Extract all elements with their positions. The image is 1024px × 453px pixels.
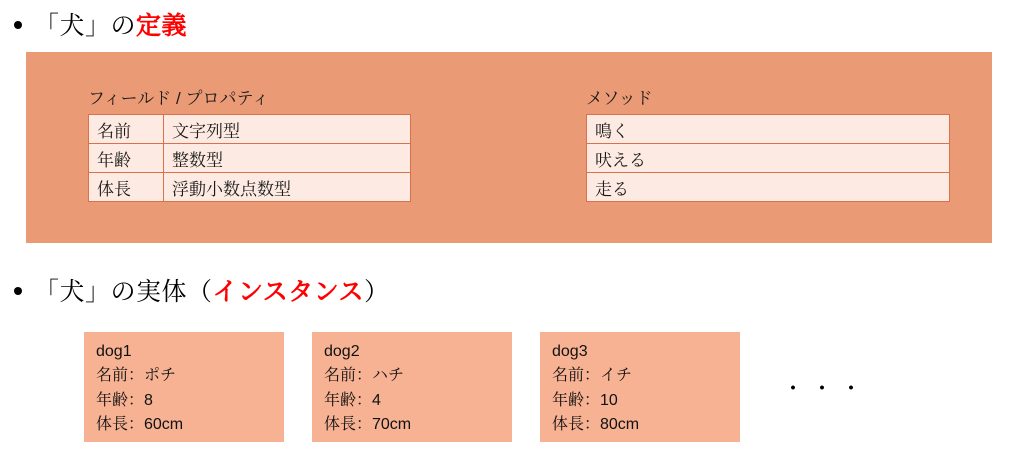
field-type-cell: 文字列型 — [164, 115, 411, 144]
fields-table — [88, 114, 411, 202]
methods-table — [586, 114, 950, 202]
table-row — [587, 115, 950, 144]
instance-attr-name: 名前：ポチ — [96, 367, 177, 385]
method-cell: 鳴く — [587, 115, 950, 144]
heading-definition-text — [34, 6, 187, 42]
heading-definition — [14, 6, 187, 42]
heading-instance-prefix: 「犬」の実体（ — [34, 278, 213, 306]
field-name-cell: 年齢 — [89, 144, 164, 173]
table-row — [587, 173, 950, 202]
instance-attr-age: 年齢：10 — [552, 391, 618, 409]
field-name-cell: 体長 — [89, 173, 164, 202]
instance-attr-length: 体長：70cm — [324, 415, 412, 433]
instance-id: dog2 — [324, 343, 360, 360]
heading-instance-suffix: ） — [364, 278, 390, 306]
field-name-cell: 名前 — [89, 115, 164, 144]
continuation-ellipsis: ・・・ — [782, 376, 870, 401]
heading-instance — [14, 272, 390, 308]
methods-column-label: メソッド — [586, 89, 653, 108]
instance-attr-age: 年齢：4 — [324, 391, 381, 409]
instance-card-dog1 — [84, 332, 284, 442]
field-type-cell: 整数型 — [164, 144, 411, 173]
heading-definition-prefix: 「犬」の — [34, 12, 137, 40]
definition-panel — [26, 52, 992, 243]
heading-instance-accent: インスタンス — [212, 278, 365, 306]
instance-card-dog2 — [312, 332, 512, 442]
method-cell: 吠える — [587, 144, 950, 173]
field-type-cell: 浮動小数点数型 — [164, 173, 411, 202]
fields-column-label: フィールド / プロパティ — [88, 89, 270, 108]
table-row — [587, 144, 950, 173]
method-cell: 走る — [587, 173, 950, 202]
heading-definition-accent: 定義 — [136, 12, 188, 40]
bullet-dot-icon — [14, 21, 22, 29]
instance-id: dog1 — [96, 343, 132, 360]
instance-attr-name: 名前：ハチ — [324, 367, 405, 385]
bullet-dot-icon — [14, 287, 22, 295]
instance-card-dog3 — [540, 332, 740, 442]
heading-instance-text — [34, 272, 390, 308]
instance-id: dog3 — [552, 343, 588, 360]
instance-attr-age: 年齢：8 — [96, 391, 153, 409]
instance-attr-name: 名前：イチ — [552, 367, 633, 385]
table-row — [89, 144, 411, 173]
instance-attr-length: 体長：60cm — [96, 415, 184, 433]
table-row — [89, 173, 411, 202]
instance-attr-length: 体長：80cm — [552, 415, 640, 433]
table-row — [89, 115, 411, 144]
